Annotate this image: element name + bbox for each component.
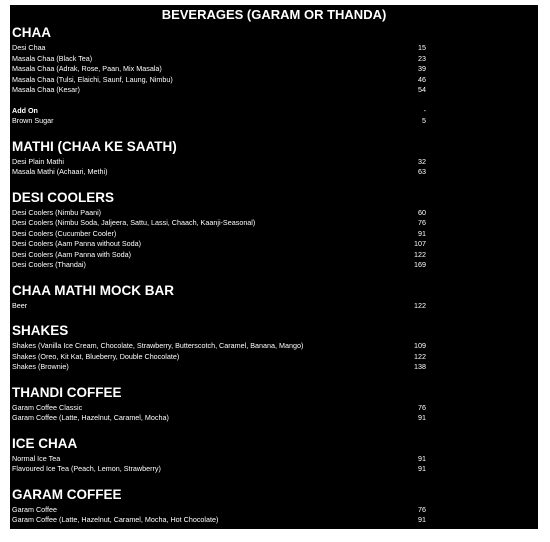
item-name: Garam Coffee (Latte, Hazelnut, Caramel, Mocha, Hot Chocolate) xyxy=(12,515,219,524)
item-price: 54 xyxy=(418,85,426,94)
item-name: Garam Coffee xyxy=(12,504,58,514)
menu-item xyxy=(12,54,426,65)
item-price: 5 xyxy=(422,116,426,125)
menu-item xyxy=(12,352,426,363)
item-name: Shakes (Vanilla Ice Cream, Chocolate, Strawberry, Butterscotch, Caramel, Banana, Mango) xyxy=(12,341,304,350)
section-mock-bar xyxy=(12,282,538,312)
menu-item xyxy=(12,515,426,526)
section-desi-coolers xyxy=(12,189,538,271)
item-price: 46 xyxy=(418,74,426,84)
item-name: Masala Chaa (Black Tea) xyxy=(12,53,93,63)
menu-item xyxy=(12,505,426,516)
item-price: 91 xyxy=(418,515,426,524)
menu-item xyxy=(12,454,426,465)
item-price: 107 xyxy=(414,239,426,248)
section-thandi-coffee xyxy=(12,384,538,424)
menu-item xyxy=(12,208,426,219)
item-name: Desi Coolers (Aam Panna without Soda) xyxy=(12,239,142,248)
menu-item xyxy=(12,239,426,250)
menu-item xyxy=(12,341,426,352)
addon-label: Add On xyxy=(12,105,38,115)
menu-item xyxy=(12,229,426,240)
menu-item xyxy=(12,218,426,229)
section-shakes xyxy=(12,322,538,373)
item-name: Shakes (Oreo, Kit Kat, Blueberry, Double Chocolate) xyxy=(12,351,180,361)
section-ice-chaa xyxy=(12,435,538,475)
item-name: Garam Coffee (Latte, Hazelnut, Caramel, Mocha) xyxy=(12,413,169,422)
menu-item xyxy=(12,260,426,271)
item-price: 91 xyxy=(418,413,426,422)
section-title: DESI COOLERS xyxy=(12,189,115,205)
item-price: 23 xyxy=(418,53,426,63)
item-name: Desi Coolers (Thandai) xyxy=(12,260,86,269)
item-name: Masala Chaa (Kesar) xyxy=(12,85,80,94)
menu-item xyxy=(12,250,426,261)
item-price: 91 xyxy=(418,464,426,473)
menu-item xyxy=(12,413,426,424)
item-name: Desi Chaa xyxy=(12,43,46,52)
item-price: 122 xyxy=(414,351,426,361)
section-title: MATHI (CHAA KE SAATH) xyxy=(12,138,177,154)
item-name: Desi Plain Mathi xyxy=(12,156,64,166)
beverage-menu xyxy=(10,5,538,529)
item-price: 138 xyxy=(414,362,426,371)
item-price: 76 xyxy=(418,218,426,227)
menu-item xyxy=(12,464,426,475)
item-name: Flavoured Ice Tea (Peach, Lemon, Strawberry) xyxy=(12,464,161,473)
menu-title: BEVERAGES (GARAM OR THANDA) xyxy=(161,7,387,22)
section-mathi xyxy=(12,138,538,178)
menu-item xyxy=(12,167,426,178)
item-price: 109 xyxy=(414,341,426,350)
item-price: 76 xyxy=(418,504,426,514)
item-name: Shakes (Brownie) xyxy=(12,362,69,371)
section-title: ICE CHAA xyxy=(12,435,78,451)
item-name: Garam Coffee Classic xyxy=(12,402,83,412)
section-title: SHAKES xyxy=(12,323,69,338)
item-price: 39 xyxy=(418,64,426,73)
menu-item xyxy=(12,301,426,312)
item-price: 122 xyxy=(414,300,426,310)
item-price: 76 xyxy=(418,402,426,412)
item-name: Desi Coolers (Nimbu Soda, Jaljeera, Sattu, Lassi, Chaach, Kaanji-Seasonal) xyxy=(12,218,256,227)
item-price: 32 xyxy=(418,156,426,166)
section-title: GARAM COFFEE xyxy=(12,486,122,502)
menu-item xyxy=(12,64,426,75)
item-name: Desi Coolers (Cucumber Cooler) xyxy=(12,228,117,238)
item-price: 122 xyxy=(414,249,426,259)
menu-item xyxy=(12,362,426,373)
addon-header xyxy=(12,106,426,117)
item-name: Desi Coolers (Aam Panna with Soda) xyxy=(12,249,132,259)
section-garam-coffee xyxy=(12,486,538,526)
item-name: Normal Ice Tea xyxy=(12,453,61,463)
section-title: CHAA MATHI MOCK BAR xyxy=(12,282,174,298)
item-name: Beer xyxy=(12,300,28,310)
item-name: Desi Coolers (Nimbu Paani) xyxy=(12,207,102,217)
item-price: 91 xyxy=(418,453,426,463)
item-price: 63 xyxy=(418,167,426,176)
section-title: CHAA xyxy=(12,25,51,40)
menu-item xyxy=(12,403,426,414)
item-price: 169 xyxy=(414,260,426,269)
item-name: Brown Sugar xyxy=(12,116,54,125)
item-name: Masala Chaa (Tulsi, Elaichi, Saunf, Laung, Nimbu) xyxy=(12,74,173,84)
menu-item xyxy=(12,75,426,86)
menu-item xyxy=(12,157,426,168)
item-price: 91 xyxy=(418,228,426,238)
menu-item xyxy=(12,85,426,96)
item-name: Masala Chaa (Adrak, Rose, Paan, Mix Masala) xyxy=(12,64,162,73)
section-chaa xyxy=(12,24,538,127)
section-title: THANDI COFFEE xyxy=(12,384,122,400)
item-price: 15 xyxy=(418,43,426,52)
item-name: Masala Mathi (Achaari, Methi) xyxy=(12,167,108,176)
addon-dash: - xyxy=(423,105,426,115)
item-price: 60 xyxy=(418,207,426,217)
menu-item xyxy=(12,43,426,54)
addon-item xyxy=(12,116,426,127)
